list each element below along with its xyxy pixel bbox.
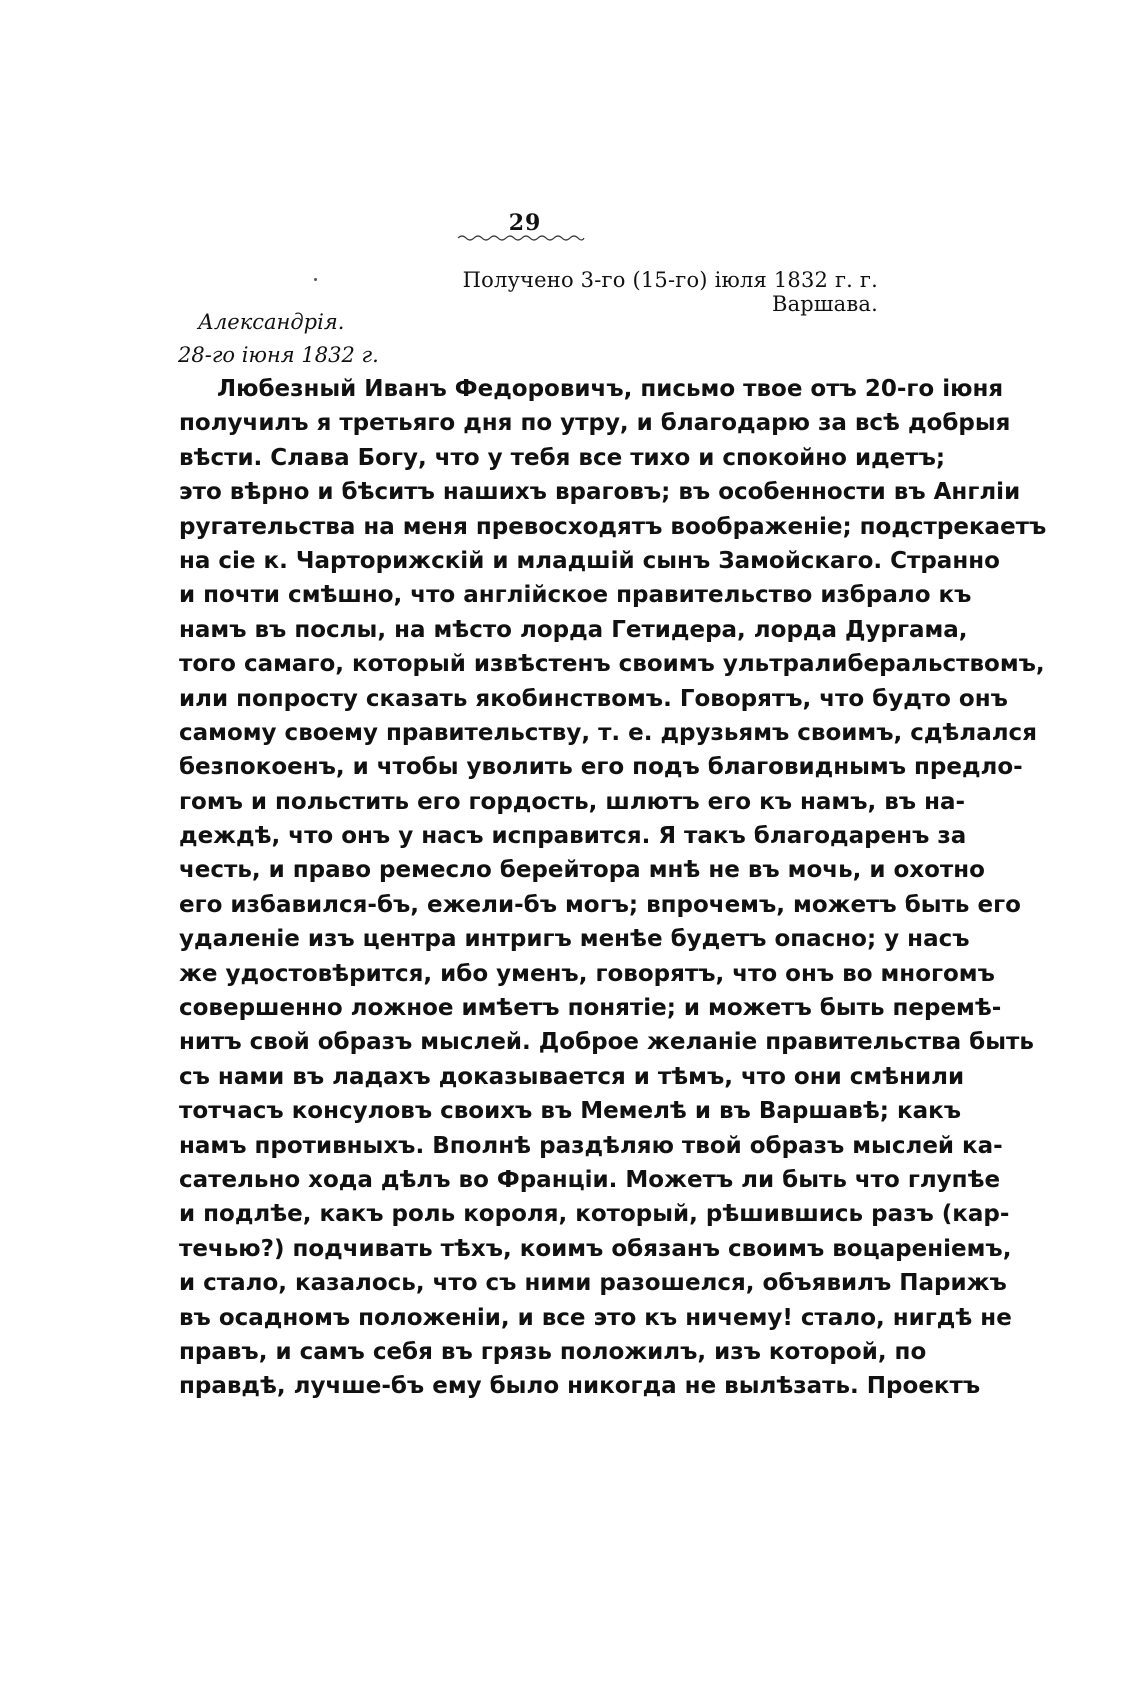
text-line: это вѣрно и бѣситъ нашихъ враговъ; въ особенности въ Англіи [179, 479, 1021, 506]
text-line: правдѣ, лучше-бъ ему было никогда не вылѣзать. Проектъ [179, 1373, 981, 1400]
letter-heading [178, 306, 379, 372]
text-line: гомъ и польстить его гордость, шлютъ его къ намъ, въ на- [179, 788, 966, 815]
received-note: Получено 3-го (15-го) іюля 1832 г. г. Варшава. [462, 268, 878, 316]
text-line: правъ, и самъ себя въ грязь положилъ, изъ которой, по [179, 1338, 927, 1365]
text-line: удаленіе изъ центра интригъ менѣе будетъ опасно; у насъ [179, 926, 970, 953]
text-line: и стало, казалось, что съ ними разошелся, объявилъ Парижъ [179, 1270, 1007, 1297]
letter-place: Александрія. [198, 310, 345, 334]
text-line: и почти смѣшно, что англійское правительство избрало къ [179, 582, 972, 609]
text-line: течью?) подчивать тѣхъ, коимъ обязанъ своимъ воцареніемъ, [179, 1235, 1012, 1262]
text-line: намъ въ послы, на мѣсто лорда Гетидера, лорда Дургама, [179, 616, 968, 643]
text-line: того самаго, который извѣстенъ своимъ ультралиберальствомъ, [179, 651, 1045, 678]
text-line: нитъ свой образъ мыслей. Доброе желаніе правительства быть [179, 1029, 1034, 1056]
text-line: его избавился-бъ, ежели-бъ могъ; впрочемъ, можетъ быть его [179, 891, 1021, 918]
text-line: и подлѣе, какъ роль короля, который, рѣшившись разъ (кар- [179, 1201, 1010, 1228]
text-line: Любезный Иванъ Федоровичъ, письмо твое отъ 20-го іюня [217, 376, 1004, 402]
text-line: получилъ я третьяго дня по утру, и благодарю за всѣ добрыя [179, 410, 1011, 437]
text-line: сательно хода дѣлъ во Франціи. Можетъ ли быть что глупѣе [179, 1166, 1001, 1193]
text-line: безпокоенъ, и чтобы уволить его подъ благовиднымъ предло- [179, 754, 1023, 781]
text-line: съ нами въ ладахъ доказывается и тѣмъ, что они смѣнили [179, 1063, 965, 1090]
text-line: тотчасъ консуловъ своихъ въ Мемелѣ и въ Варшавѣ; какъ [179, 1098, 961, 1125]
text-line: деждѣ, что онъ у насъ исправится. Я такъ благодаренъ за [179, 823, 967, 850]
page-number-ornament [458, 234, 584, 242]
text-line: или попросту сказать якобинствомъ. Говорятъ, что будто онъ [179, 685, 1008, 712]
text-line: ругательства на меня превосходятъ воображеніе; подстрекаетъ [179, 513, 1047, 540]
text-line: на сіе к. Чарторижскій и младшій сынъ Замойскаго. Странно [179, 547, 1000, 574]
page-number: 29 [508, 210, 542, 236]
text-line: намъ противныхъ. Вполнѣ раздѣляю твой образъ мыслей ка- [179, 1132, 1003, 1159]
text-line: вѣсти. Слава Богу, что у тебя все тихо и спокойно идетъ; [179, 444, 946, 471]
letter-body [179, 372, 1047, 1404]
text-line: въ осадномъ положеніи, и все это къ ничему! стало, нигдѣ не [179, 1304, 1012, 1331]
print-speck [314, 278, 317, 281]
text-line: же удостовѣрится, ибо уменъ, говорятъ, что онъ во многомъ [179, 960, 995, 987]
text-line: самому своему правительству, т. е. друзьямъ своимъ, сдѣлался [179, 719, 1037, 746]
text-line: совершенно ложное имѣетъ понятіе; и можетъ быть перемѣ- [179, 995, 1002, 1022]
text-line: честь, и право ремесло берейтора мнѣ не въ мочь, и охотно [179, 857, 985, 884]
letter-date: 28-го іюня 1832 г. [178, 343, 379, 367]
